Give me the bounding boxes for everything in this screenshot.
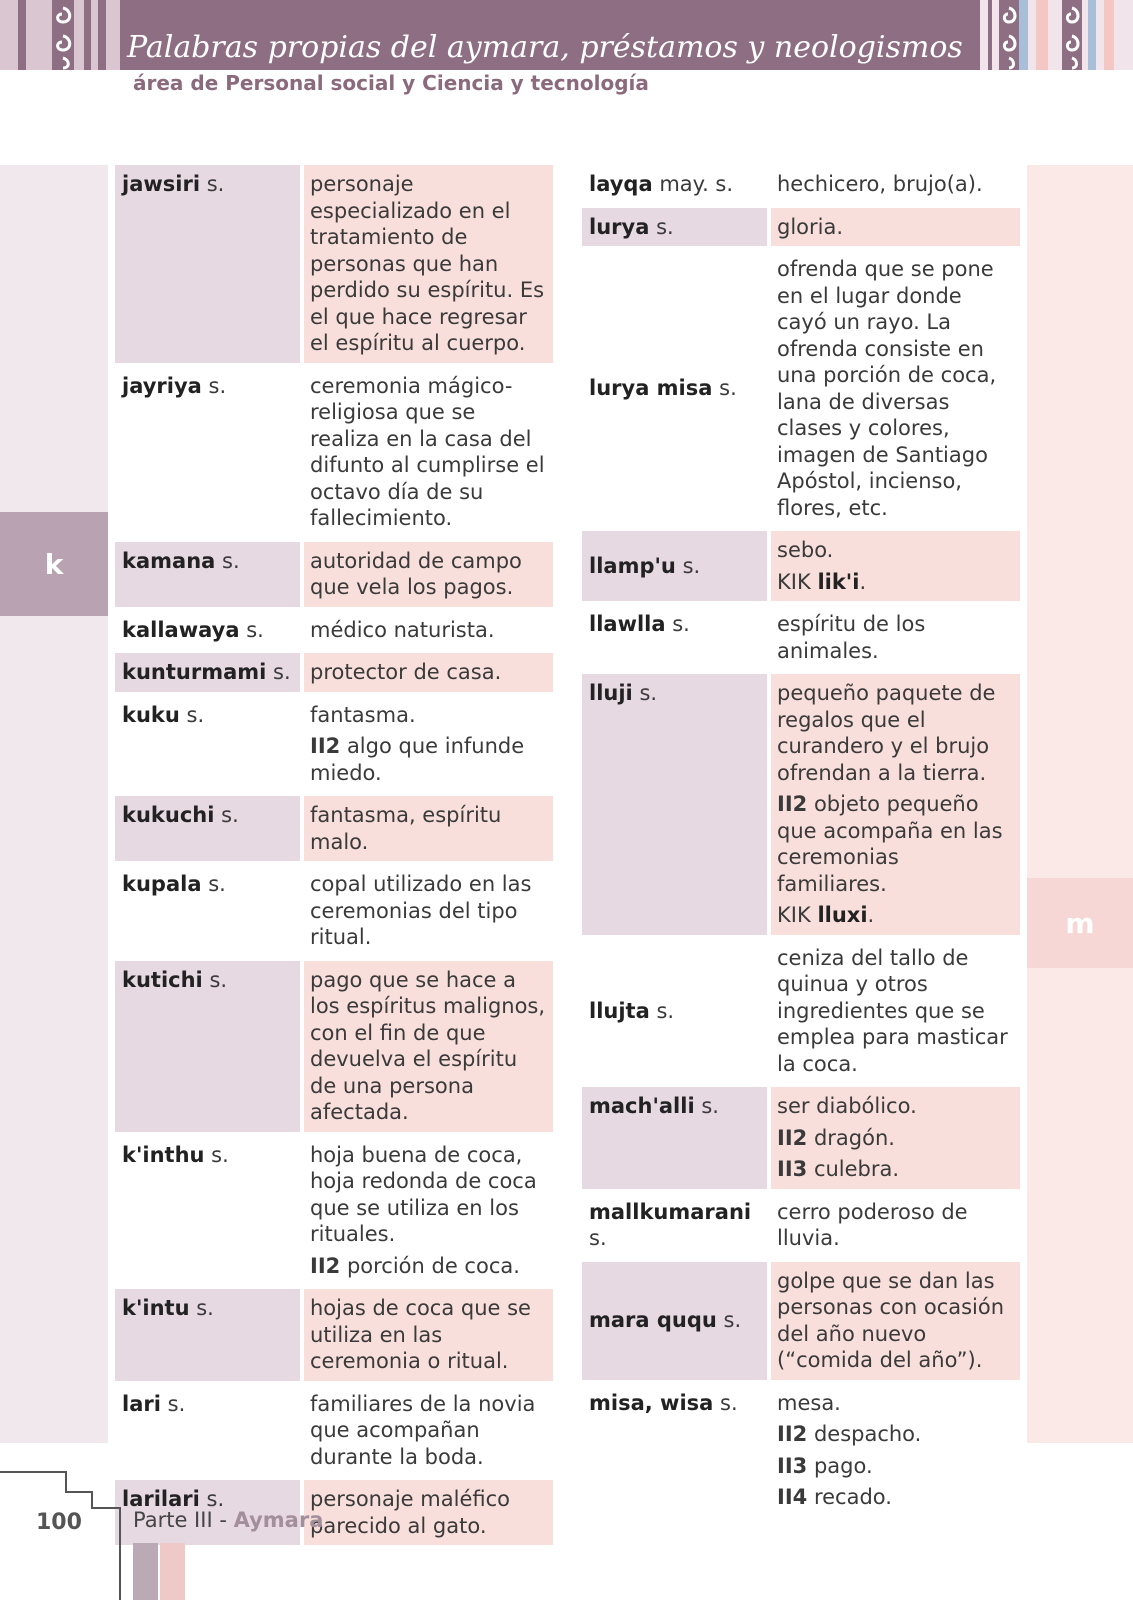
glossary-entry <box>582 208 1020 247</box>
entry-word: jawsiri <box>122 172 201 196</box>
definition-sense <box>310 1391 547 1471</box>
glossary-entry <box>115 865 553 957</box>
entry-word: kupala <box>122 872 202 896</box>
variant-reference: KIK lluxi. <box>777 903 875 927</box>
footer-step-line <box>0 1470 135 1600</box>
entry-part-of-speech: s. <box>211 1142 229 1167</box>
entry-term <box>115 1136 300 1286</box>
entry-definition <box>304 1289 553 1381</box>
entry-part-of-speech: s. <box>723 1308 742 1333</box>
definition-sense <box>310 1142 547 1248</box>
entry-definition <box>771 605 1020 670</box>
header-stripe <box>98 0 106 70</box>
definition-sense <box>777 680 1014 786</box>
glossary-entry <box>582 250 1020 527</box>
page-header <box>0 0 1133 70</box>
sense-text: pequeño paquete de regalos que el curandero y el brujo ofrendan a la tierra. <box>777 681 996 785</box>
definition-sense <box>777 1156 1014 1183</box>
sense-text: cerro poderoso de lluvia. <box>777 1199 968 1250</box>
glossary-entry <box>115 542 553 607</box>
entry-term <box>115 696 300 793</box>
definition-sense <box>310 1486 547 1539</box>
header-stripe <box>988 0 992 70</box>
entry-word: larilari <box>122 1487 200 1511</box>
definition-sense <box>310 548 547 601</box>
definition-sense <box>777 611 1014 664</box>
definition-sense <box>310 659 547 686</box>
entry-definition <box>771 1262 1020 1380</box>
definition-sense <box>310 702 547 729</box>
glossary-column-right <box>582 165 1020 1521</box>
glossary-entry <box>582 674 1020 935</box>
glossary-entry <box>582 1193 1020 1258</box>
sense-text: médico naturista. <box>310 617 495 642</box>
definition-sense <box>777 1199 1014 1252</box>
letter-tab-m: m <box>1027 878 1133 968</box>
entry-definition <box>771 531 1020 601</box>
sense-number: II4 <box>777 1485 808 1509</box>
variant-word: lluxi <box>817 903 868 927</box>
page-title: Palabras propias del aymara, préstamos y neologismos <box>127 30 963 65</box>
entry-term <box>115 165 300 363</box>
glossary-entry <box>115 653 553 692</box>
definition-sense <box>777 214 1014 241</box>
entry-term <box>115 865 300 957</box>
definition-sense <box>777 945 1014 1078</box>
definition-sense <box>310 802 547 855</box>
sense-text: algo que infunde miedo. <box>310 734 525 785</box>
header-stripe <box>1104 0 1114 70</box>
entry-word: lurya <box>589 214 650 239</box>
entry-part-of-speech: s. <box>206 1487 225 1511</box>
footer-section <box>133 1508 323 1532</box>
definition-sense <box>777 1093 1014 1120</box>
entry-term <box>115 1385 300 1477</box>
glossary-entry <box>582 605 1020 670</box>
entry-part-of-speech: s. <box>656 998 675 1023</box>
entry-part-of-speech: s. <box>672 612 690 636</box>
entry-definition <box>304 796 553 861</box>
letter-tab-k: k <box>0 512 108 616</box>
definition-sense <box>310 171 547 357</box>
entry-word: mach'alli <box>589 1094 695 1118</box>
sense-number: II2 <box>777 792 808 816</box>
sense-number: II2 <box>310 1253 341 1278</box>
glossary-entry <box>115 1289 553 1381</box>
entry-word: kuku <box>122 702 180 727</box>
variant-word: lik'i <box>817 569 860 594</box>
sense-number: II3 <box>777 1453 808 1478</box>
sense-text: hechicero, brujo(a). <box>777 172 983 196</box>
definition-sense <box>777 791 1014 897</box>
entry-term <box>115 961 300 1132</box>
sense-text: ceniza del tallo de quinua y otros ingredientes que se emplea para masticar la coca. <box>777 945 1008 1076</box>
entry-term <box>582 1087 767 1189</box>
sense-text: mesa. <box>777 1390 841 1415</box>
entry-word: layqa <box>589 172 653 196</box>
spiral-ornament-icon <box>1058 0 1088 70</box>
footer-color-bar <box>160 1543 185 1600</box>
entry-part-of-speech: s. <box>639 681 658 705</box>
entry-word: llujta <box>589 998 650 1023</box>
entry-part-of-speech: s. <box>656 214 674 239</box>
glossary-entry <box>115 961 553 1132</box>
entry-definition <box>771 1193 1020 1258</box>
sense-text: familiares de la novia que acompañan durante la boda. <box>310 1391 536 1469</box>
sense-text: porción de coca. <box>346 1253 520 1278</box>
entry-part-of-speech: s. <box>682 553 701 578</box>
entry-part-of-speech: s. <box>273 660 291 684</box>
spiral-ornament-icon <box>995 0 1025 70</box>
variant-label: KIK <box>777 903 811 927</box>
header-stripe <box>18 0 26 70</box>
entry-part-of-speech: s. <box>209 967 228 992</box>
sense-text: objeto pequeño que acompaña en las ceremonias familiares. <box>777 792 1003 896</box>
entry-term <box>115 796 300 861</box>
definition-sense <box>310 871 547 951</box>
sense-text: ser diabólico. <box>777 1094 917 1118</box>
sense-text: gloria. <box>777 214 844 239</box>
footer-color-bar <box>133 1543 158 1600</box>
entry-term <box>582 531 767 601</box>
sense-text: golpe que se dan las personas con ocasión del año nuevo (“comida del año”). <box>777 1268 1005 1372</box>
sense-number: II3 <box>777 1157 808 1181</box>
entry-definition <box>771 674 1020 935</box>
entry-term <box>582 1384 767 1517</box>
entry-definition <box>771 1384 1020 1517</box>
sense-text: espíritu de los animales. <box>777 612 926 663</box>
glossary-entry <box>582 1262 1020 1380</box>
header-stripe <box>1088 0 1096 70</box>
glossary-entry <box>582 165 1020 204</box>
definition-sense <box>310 617 547 644</box>
entry-part-of-speech: s. <box>206 172 225 196</box>
entry-term <box>582 1262 767 1380</box>
entry-definition <box>304 961 553 1132</box>
sense-text: fantasma. <box>310 702 416 727</box>
entry-term <box>582 208 767 247</box>
entry-definition <box>304 865 553 957</box>
entry-term <box>582 1193 767 1258</box>
glossary-entry <box>115 696 553 793</box>
sense-text: protector de casa. <box>310 660 502 684</box>
entry-term <box>115 542 300 607</box>
definition-sense <box>310 1295 547 1375</box>
entry-definition <box>771 250 1020 527</box>
entry-part-of-speech: s. <box>208 872 226 896</box>
entry-term <box>582 674 767 935</box>
definition-sense <box>777 256 1014 521</box>
entry-term <box>115 611 300 650</box>
entry-definition <box>304 696 553 793</box>
sense-text: culebra. <box>813 1157 900 1181</box>
entry-term <box>115 1289 300 1381</box>
definition-sense <box>777 537 1014 564</box>
definition-sense <box>777 1421 1014 1448</box>
variant-reference: KIK lik'i. <box>777 569 867 594</box>
glossary-entry <box>115 367 553 538</box>
sense-text: hojas de coca que se utiliza en las ceremonia o ritual. <box>310 1296 531 1373</box>
header-stripe <box>1036 0 1048 70</box>
sense-text: personaje maléfico parecido al gato. <box>310 1487 510 1538</box>
definition-sense <box>777 1453 1014 1480</box>
left-margin-band <box>0 165 108 1443</box>
entry-part-of-speech: may. s. <box>659 172 734 196</box>
entry-term <box>582 605 767 670</box>
entry-part-of-speech: s. <box>196 1296 214 1320</box>
entry-term <box>582 939 767 1084</box>
entry-definition <box>771 1087 1020 1189</box>
sense-text: hoja buena de coca, hoja redonda de coca que se utiliza en los rituales. <box>310 1142 537 1246</box>
glossary-entry <box>115 165 553 363</box>
entry-definition <box>771 208 1020 247</box>
entry-part-of-speech: s. <box>208 373 227 398</box>
definition-sense <box>310 733 547 786</box>
glossary-entry <box>115 796 553 861</box>
entry-word: kunturmami <box>122 660 267 684</box>
sense-text: autoridad de campo que vela los pagos. <box>310 548 522 599</box>
entry-word: kallawaya <box>122 617 240 642</box>
entry-word: llamp'u <box>589 553 676 578</box>
entry-term <box>582 165 767 204</box>
sense-number: II2 <box>777 1125 808 1150</box>
sense-number: II2 <box>310 734 341 758</box>
sense-text: despacho. <box>813 1422 922 1446</box>
entry-definition <box>771 939 1020 1084</box>
entry-term <box>115 367 300 538</box>
entry-word: llawlla <box>589 612 666 636</box>
definition-sense <box>310 1253 547 1280</box>
sense-text: sebo. <box>777 538 834 562</box>
entry-part-of-speech: s. <box>167 1391 186 1416</box>
definition-sense <box>777 1125 1014 1152</box>
glossary-entry <box>582 1087 1020 1189</box>
entry-part-of-speech: s. <box>701 1094 719 1118</box>
glossary-entry <box>582 1384 1020 1517</box>
sense-number: II2 <box>777 1422 808 1446</box>
entry-word: k'intu <box>122 1296 190 1320</box>
header-stripe <box>84 0 91 70</box>
glossary-column-left <box>115 165 553 1549</box>
sense-text: fantasma, espíritu malo. <box>310 803 502 854</box>
entry-word: lluji <box>589 681 633 705</box>
sense-text: dragón. <box>813 1125 895 1150</box>
variant-label: KIK <box>777 569 811 594</box>
entry-definition <box>304 1385 553 1477</box>
entry-definition <box>304 367 553 538</box>
footer-part: Parte III <box>133 1508 213 1532</box>
entry-part-of-speech: s. <box>221 803 239 827</box>
entry-word: k'inthu <box>122 1142 205 1167</box>
entry-word: mallkumarani <box>589 1199 752 1224</box>
page-subtitle: área de Personal social y Ciencia y tecnología <box>133 71 649 95</box>
entry-definition <box>304 653 553 692</box>
entry-definition <box>304 1480 553 1545</box>
entry-word: kamana <box>122 548 216 573</box>
entry-part-of-speech: s. <box>222 548 240 573</box>
entry-word: mara ququ <box>589 1308 717 1333</box>
glossary-entry <box>115 1385 553 1477</box>
entry-part-of-speech: s. <box>589 1226 607 1250</box>
entry-word: misa, wisa <box>589 1390 714 1415</box>
entry-word: lurya misa <box>589 376 713 401</box>
entry-definition <box>304 165 553 363</box>
sense-text: personaje especializado en el tratamiento de personas que han perdido su espíritu. Es el que hace regresar el espíritu al cuerpo. <box>310 172 545 355</box>
spiral-ornament-icon <box>48 0 78 70</box>
sense-text: recado. <box>813 1485 892 1509</box>
page-number: 100 <box>36 1510 82 1535</box>
sense-text: copal utilizado en las ceremonias del tipo ritual. <box>310 872 532 949</box>
entry-definition <box>304 1136 553 1286</box>
entry-part-of-speech: s. <box>186 702 205 727</box>
entry-definition <box>771 165 1020 204</box>
definition-sense <box>777 1268 1014 1374</box>
sense-text: pago que se hace a los espíritus malignos, con el fin de que devuelva el espíritu de una persona afectada. <box>310 967 546 1124</box>
footer-separator: - <box>219 1508 227 1532</box>
entry-definition <box>304 611 553 650</box>
entry-part-of-speech: s. <box>720 1390 738 1415</box>
definition-sense <box>777 1390 1014 1417</box>
sense-text: ceremonia mágico-religiosa que se realiza en la casa del difunto al cumplirse el octavo día de su fallecimiento. <box>310 373 545 530</box>
glossary-entry <box>115 1136 553 1286</box>
entry-word: kukuchi <box>122 803 215 827</box>
glossary-entry <box>115 611 553 650</box>
definition-sense <box>310 967 547 1126</box>
entry-word: lari <box>122 1391 161 1416</box>
glossary-entry <box>582 939 1020 1084</box>
sense-text: pago. <box>813 1453 873 1478</box>
glossary-entry <box>582 531 1020 601</box>
sense-text: ofrenda que se pone en el lugar donde cayó un rayo. La ofrenda consiste en una porción de coca, lana de diversas clases y colores, imagen de Santiago Apóstol, incienso, flores, etc. <box>777 257 997 520</box>
entry-definition <box>304 542 553 607</box>
entry-part-of-speech: s. <box>719 376 737 401</box>
entry-word: kutichi <box>122 967 203 992</box>
definition-sense <box>310 373 547 532</box>
entry-term <box>582 250 767 527</box>
entry-part-of-speech: s. <box>246 617 264 642</box>
footer-language: Aymara <box>233 1508 324 1532</box>
definition-sense <box>777 1484 1014 1511</box>
definition-sense <box>777 171 1014 198</box>
right-margin-band <box>1027 165 1133 1443</box>
entry-term <box>115 653 300 692</box>
entry-word: jayriya <box>122 373 202 398</box>
